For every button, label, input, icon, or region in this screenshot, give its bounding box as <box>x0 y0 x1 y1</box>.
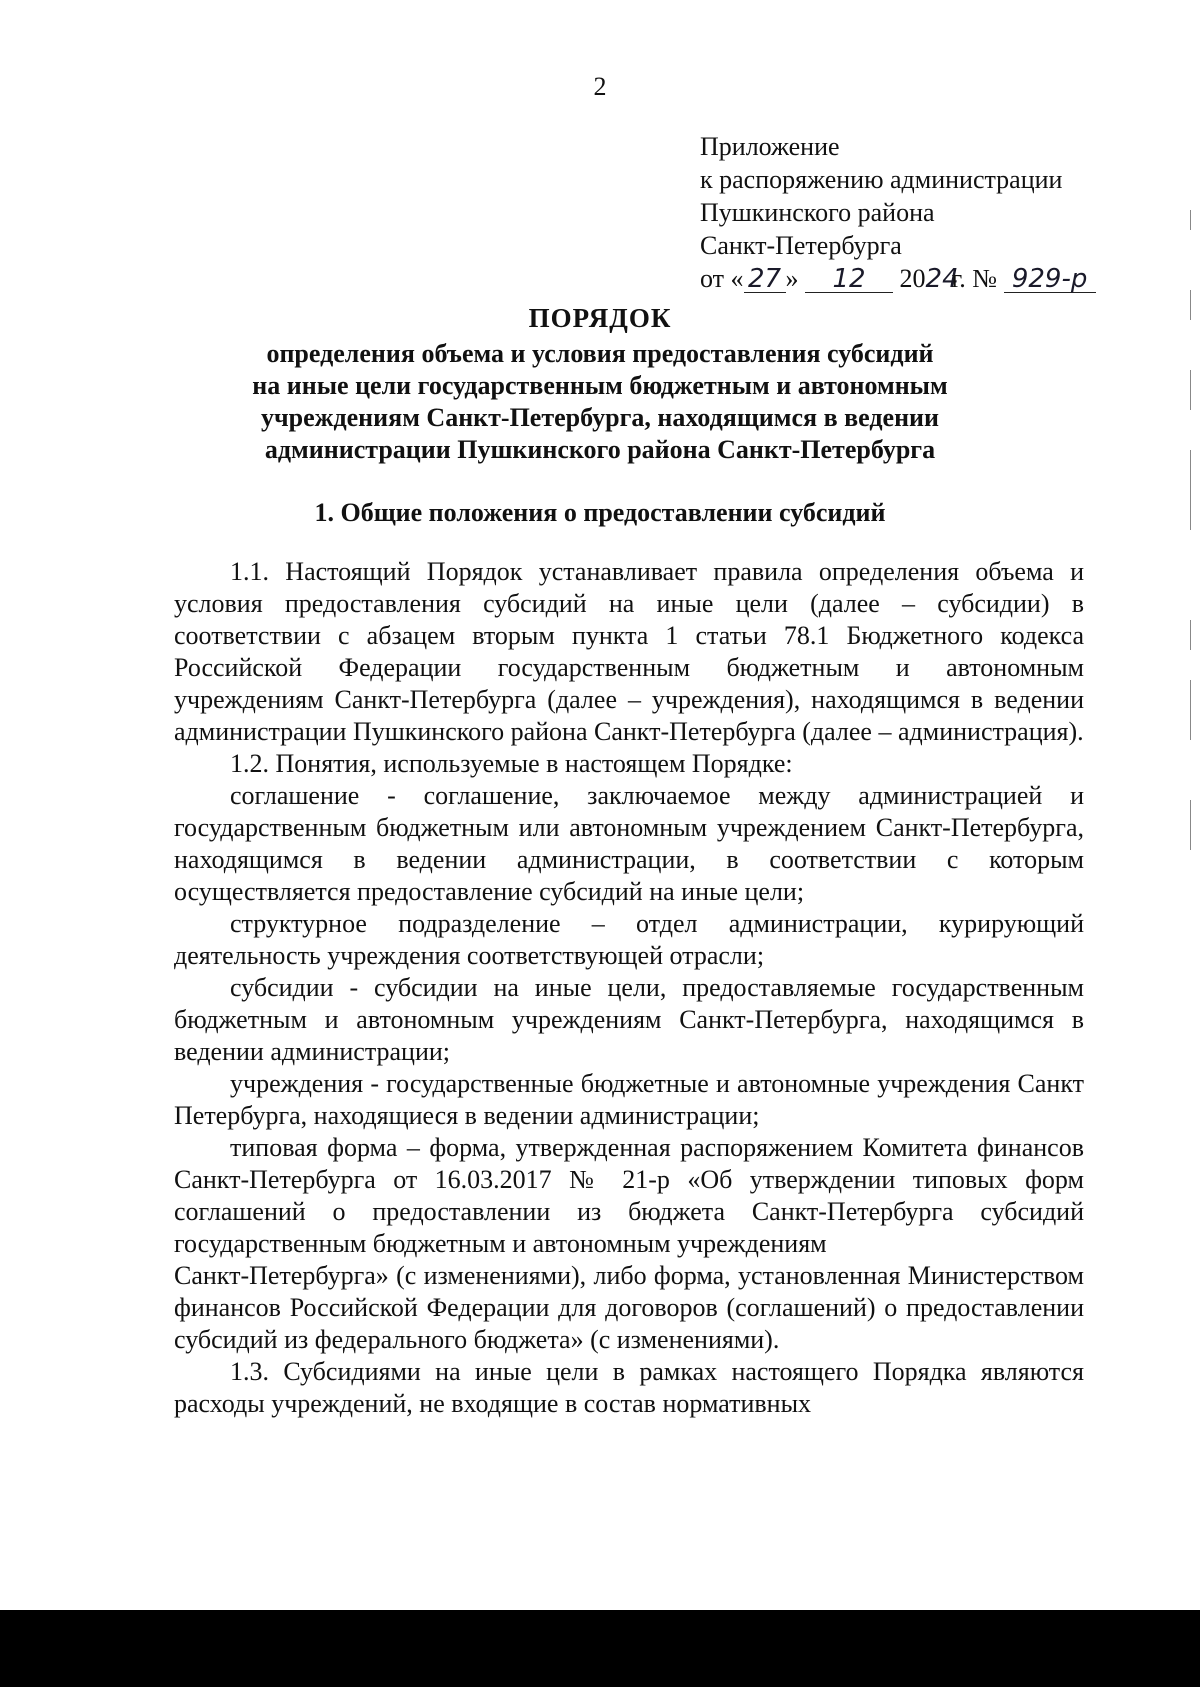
title-main: ПОРЯДОК <box>528 303 672 333</box>
appendix-block <box>700 130 1096 295</box>
page-number: 2 <box>593 72 607 101</box>
scan-margin-marks <box>1190 200 1194 900</box>
handwritten-year: 24 <box>925 264 959 294</box>
appendix-line-4: Санкт-Петербурга <box>700 231 902 260</box>
definition-department: структурное подразделение – отдел администрации, курирующий деятельность учреждения соответствующей отрасли; <box>174 909 1084 970</box>
section-1-heading: 1. Общие положения о предоставлении субсидий <box>314 498 886 527</box>
definition-institutions: учреждения - государственные бюджетные и автономные учреждения Санкт Петербурга, находящиеся в ведении администрации; <box>174 1069 1084 1130</box>
paragraph-1-1: 1.1. Настоящий Порядок устанавливает правила определения объема и условия предоставления субсидий на иные цели (далее – субсидии) в соответствии с абзацем вторым пункта 1 статьи 78.1 Бюджетного кодекса Российской Федерации государственным бюджетным и автономным учреждениям Санкт-Петербурга (далее – учреждения), находящимся в ведении администрации Пушкинского района Санкт-Петербурга (далее – администрация). <box>174 557 1084 746</box>
handwritten-number: 929-р <box>1004 266 1096 293</box>
document-body <box>174 556 1084 1420</box>
title-line-4: администрации Пушкинского района Санкт-Петербурга <box>264 435 936 464</box>
title-line-2: на иные цели государственным бюджетным и автономным <box>252 371 948 400</box>
appendix-line-3: Пушкинского района <box>700 198 935 227</box>
title-line-3: учреждениям Санкт-Петербурга, находящимся в ведении <box>260 403 940 432</box>
definition-subsidies: субсидии - субсидии на иные цели, предоставляемые государственным бюджетным и автономным учреждениям Санкт-Петербурга, находящимся в ведении администрации; <box>174 973 1084 1066</box>
definition-standard-form-cont: Санкт-Петербурга» (с изменениями), либо форма, установленная Министерством финансов Российской Федерации для договоров (соглашений) о предоставлении субсидий из федерального бюджета» (с изменениями). <box>174 1261 1084 1354</box>
scan-bottom-edge <box>0 1610 1200 1687</box>
paragraph-1-3: 1.3. Субсидиями на иные цели в рамках настоящего Порядка являются расходы учреждений, не входящие в состав нормативных <box>174 1357 1084 1418</box>
date-day-close: » <box>785 264 799 293</box>
appendix-line-2: к распоряжению администрации <box>700 165 1063 194</box>
handwritten-day: 27 <box>744 266 786 293</box>
year-suffix: г. № <box>951 264 998 293</box>
definition-agreement: соглашение - соглашение, заключаемое между администрацией и государственным бюджетным или автономным учреждением Санкт-Петербурга, находящимся в ведении администрации, в соответствии с которым осуществляется предоставление субсидий на иные цели; <box>174 781 1084 906</box>
definition-standard-form: типовая форма – форма, утвержденная распоряжением Комитета финансов Санкт-Петербурга от 16.03.2017 № 21-р «Об утверждении типовых форм соглашений о предоставлении из бюджета Санкт-Петербурга субсидий государственным бюджетным и автономным учреждениям <box>174 1133 1084 1258</box>
title-line-1: определения объема и условия предоставления субсидий <box>266 339 934 368</box>
appendix-date-line <box>700 262 1096 295</box>
document-title <box>0 302 1200 466</box>
date-prefix: от « <box>700 264 744 293</box>
paragraph-1-2: 1.2. Понятия, используемые в настоящем Порядке: <box>230 749 793 778</box>
appendix-line-1: Приложение <box>700 132 840 161</box>
handwritten-month: 12 <box>805 266 893 293</box>
year-prefix: 20 <box>899 264 926 293</box>
